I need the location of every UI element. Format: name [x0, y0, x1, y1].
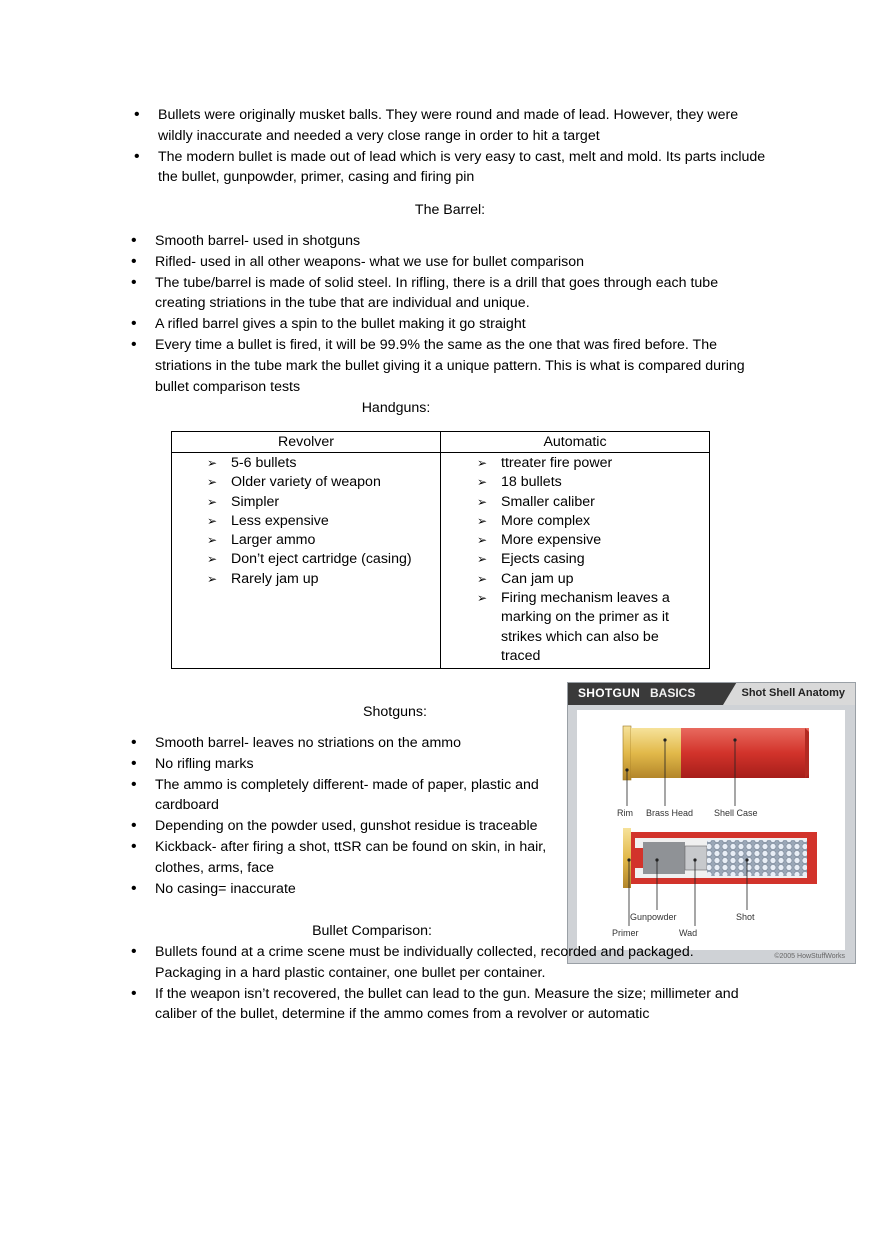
- list-item: • If the weapon isn’t recovered, the bullet can lead to the gun. Measure the size; millimeter and caliber of the bullet, determine if the ammo comes from a revolver or automatic: [155, 984, 773, 1026]
- handguns-heading: Handguns:: [361, 400, 431, 416]
- shotguns-heading: Shotguns:: [363, 704, 427, 720]
- list-item: ➢ Can jam up: [501, 570, 691, 589]
- figure-subtitle: Shot Shell Anatomy: [741, 687, 845, 699]
- list-item: • Smooth barrel- used in shotguns: [155, 231, 773, 252]
- comparison-heading: Bullet Comparison:: [312, 923, 432, 939]
- figure-title: SHOTGUN: [578, 686, 641, 700]
- gunpowder-label: Gunpowder: [630, 912, 677, 922]
- list-item: ➢ Smaller caliber: [501, 493, 691, 512]
- rim-label: Rim: [617, 808, 633, 818]
- automatic-list: [501, 454, 691, 666]
- list-item: • Rifled- used in all other weapons- what we use for bullet comparison: [155, 252, 773, 273]
- list-item: • Bullets were originally musket balls. They were round and made of lead. However, they were wildly inaccurate and needed a very close range in order to hit a target: [158, 105, 768, 147]
- list-item: ➢ 18 bullets: [501, 473, 691, 492]
- revolver-header: Revolver: [172, 432, 441, 453]
- list-item: • Smooth barrel- leaves no striations on the ammo: [155, 733, 560, 754]
- list-item: ➢ ttreater fire power: [501, 454, 691, 473]
- list-item: ➢ Older variety of weapon: [231, 473, 431, 492]
- figure-canvas: [577, 710, 845, 950]
- shell-case-label: Shell Case: [714, 808, 758, 818]
- barrel-bullet-list: [155, 231, 773, 397]
- automatic-cell: [441, 453, 710, 669]
- figure-title-accent: BASICS: [650, 686, 696, 700]
- list-item: • No casing= inaccurate: [155, 879, 560, 900]
- list-item: ➢ Less expensive: [231, 512, 431, 531]
- list-item: ➢ More expensive: [501, 531, 691, 550]
- shot-shell-illustration: [577, 710, 845, 950]
- list-item: ➢ Larger ammo: [231, 531, 431, 550]
- handguns-table: [171, 431, 710, 669]
- list-item: ➢ Don’t eject cartridge (casing): [231, 550, 431, 569]
- list-item: • Depending on the powder used, gunshot residue is traceable: [155, 816, 560, 837]
- list-item: • Every time a bullet is fired, it will be 99.9% the same as the one that was fired before. The striations in the tube mark the bullet giving it a unique pattern. This is what is compared during bullet comparison tests: [155, 335, 773, 397]
- intro-bullet-list: [158, 105, 768, 188]
- shotgun-shell-figure: [567, 682, 856, 964]
- shotguns-bullet-list: [155, 733, 560, 899]
- shot-label: Shot: [736, 912, 755, 922]
- list-item: ➢ Firing mechanism leaves a marking on the primer as it strikes which can also be traced: [501, 589, 686, 666]
- list-item: ➢ Simpler: [231, 493, 431, 512]
- figure-header: [568, 683, 855, 705]
- brass-head-label: Brass Head: [646, 808, 694, 818]
- list-item: • No rifling marks: [155, 754, 560, 775]
- figure-copyright: ©2005 HowStuffWorks: [774, 953, 845, 960]
- list-item: • A rifled barrel gives a spin to the bullet making it go straight: [155, 314, 773, 335]
- list-item: • The modern bullet is made out of lead which is very easy to cast, melt and mold. Its parts include the bullet, gunpowder, primer, casing and firing pin: [158, 147, 768, 189]
- list-item: ➢ 5-6 bullets: [231, 454, 431, 473]
- comparison-bullet-list: [155, 942, 773, 1025]
- revolver-cell: [172, 453, 441, 669]
- shell-exterior: [623, 726, 809, 780]
- barrel-heading: The Barrel:: [414, 202, 486, 218]
- automatic-header: Automatic: [441, 432, 710, 453]
- list-item: ➢ More complex: [501, 512, 691, 531]
- wad-label: Wad: [679, 928, 698, 938]
- list-item: • The tube/barrel is made of solid steel. In rifling, there is a drill that goes through each tube creating striations in the tube that are individual and unique.: [155, 273, 745, 315]
- list-item: • Bullets found at a crime scene must be individually collected, recorded and packaged. Packaging in a hard plastic container, one bullet per container.: [155, 942, 755, 984]
- list-item: • Kickback- after firing a shot, ttSR can be found on skin, in hair, clothes, arms, face: [155, 837, 555, 879]
- primer-label: Primer: [612, 928, 639, 938]
- list-item: ➢ Ejects casing: [501, 550, 691, 569]
- shell-cutaway: [623, 828, 817, 888]
- revolver-list: [231, 454, 431, 589]
- list-item: ➢ Rarely jam up: [231, 570, 431, 589]
- list-item: • The ammo is completely different- made of paper, plastic and cardboard: [155, 775, 560, 817]
